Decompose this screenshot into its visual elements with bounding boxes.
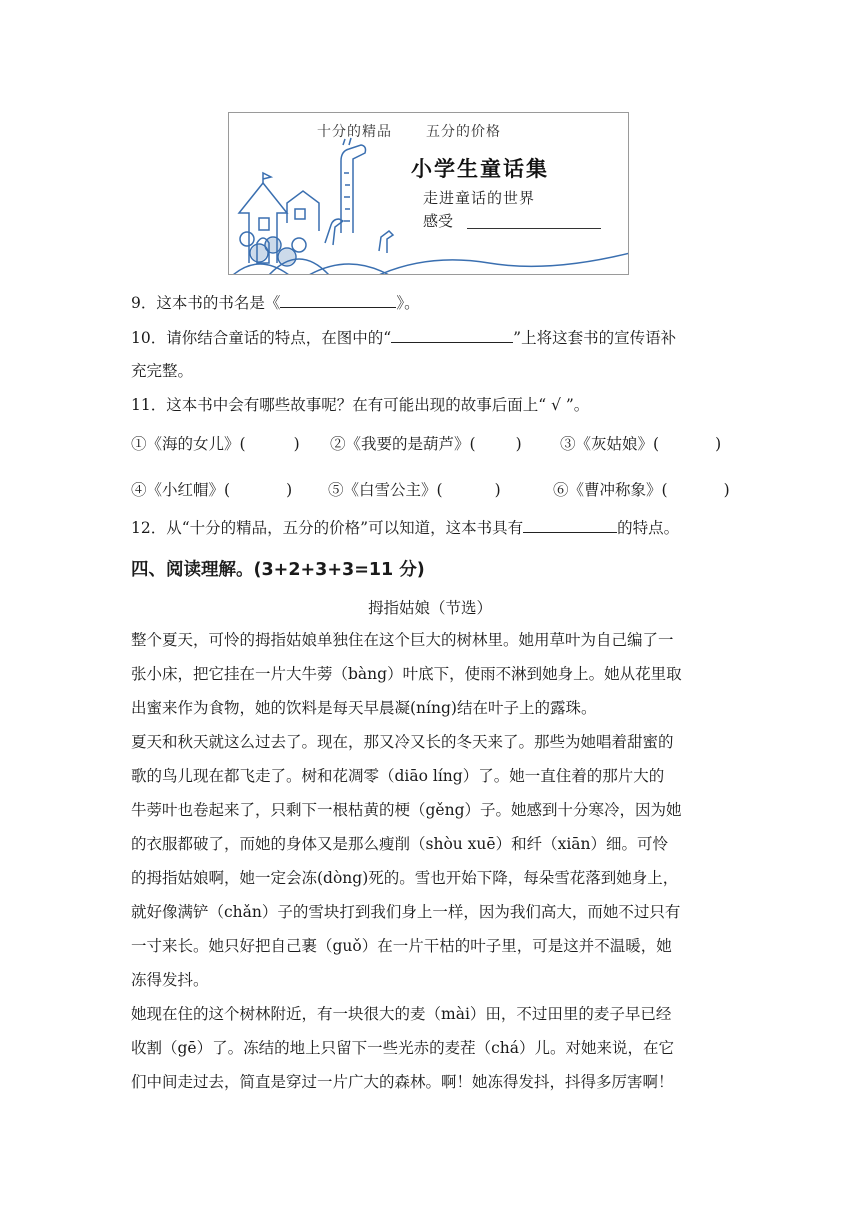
option-4[interactable] xyxy=(131,478,292,500)
passage-line: 们中间走过去，简直是穿过一片广大的森林。啊！她冻得发抖，抖得多厉害啊！ xyxy=(131,1073,674,1091)
passage-line: 冻得发抖。 xyxy=(131,971,209,989)
option-2[interactable] xyxy=(330,432,522,454)
option-1-label: ①《海的女儿》( xyxy=(131,435,246,453)
option-2-label: ②《我要的是葫芦》( xyxy=(330,435,476,453)
passage-line: 牛蒡叶也卷起来了，只剩下一根枯黄的梗（gěng）子。她感到十分寒冷，因为她 xyxy=(131,801,682,819)
option-6-close: ) xyxy=(723,481,730,499)
q12-end: 的特点。 xyxy=(617,519,680,537)
option-5[interactable] xyxy=(328,478,501,500)
section-heading: 四、阅读理解。(3+2+3+3=11 分) xyxy=(131,560,425,580)
ad-subtitle: 走进童话的世界 xyxy=(423,189,536,207)
passage-line: 的衣服都破了，而她的身体又是那么瘦削（shòu xuē）和纤（xiān）细。可怜 xyxy=(131,835,668,853)
slogan-left: 十分的精品 xyxy=(317,124,392,140)
question-10-cont: 充完整。 xyxy=(131,362,194,380)
q12-answer-blank[interactable] xyxy=(523,517,617,533)
option-1[interactable] xyxy=(131,432,300,454)
option-3-label: ③《灰姑娘》( xyxy=(560,435,660,453)
q9-text: 9．这本书的书名是《 xyxy=(131,294,281,312)
passage-line: 就好像满铲（chǎn）子的雪块打到我们身上一样，因为我们高大，而她不过只有 xyxy=(131,903,681,921)
ad-feel-label: 感受 xyxy=(423,212,454,230)
question-12 xyxy=(131,517,679,538)
ad-slogan xyxy=(317,121,501,141)
option-3[interactable] xyxy=(560,432,721,454)
option-4-close: ) xyxy=(286,481,293,499)
passage-line: 的拇指姑娘啊，她一定会冻(dòng)死的。雪也开始下降，每朵雪花落到她身上， xyxy=(131,869,679,887)
ad-feel-blank xyxy=(467,228,601,229)
q9-end: 》。 xyxy=(396,294,420,312)
q12-text: 12．从“十分的精品，五分的价格”可以知道，这本书具有 xyxy=(131,519,524,537)
passage-title: 拇指姑娘（节选） xyxy=(367,599,492,617)
option-1-close: ) xyxy=(293,435,300,453)
option-6-label: ⑥《曹冲称象》( xyxy=(553,481,668,499)
passage-line: 夏天和秋天就这么过去了。现在，那又冷又长的冬天来了。那些为她唱着甜蜜的 xyxy=(131,733,674,751)
question-10 xyxy=(131,327,676,348)
option-5-label: ⑤《白雪公主》( xyxy=(328,481,443,499)
ad-title: 小学生童话集 xyxy=(411,157,549,181)
passage-line: 收割（gē）了。冻结的地上只留下一些光赤的麦茬（chá）儿。对她来说，在它 xyxy=(131,1039,675,1057)
slogan-right: 五分的价格 xyxy=(426,124,501,140)
passage-line: 她现在住的这个树林附近，有一块很大的麦（mài）田，不过田里的麦子早已经 xyxy=(131,1005,672,1023)
option-4-label: ④《小红帽》( xyxy=(131,481,231,499)
passage-line: 张小床，把它挂在一片大牛蒡（bàng）叶底下，使雨不淋到她身上。她从花里取 xyxy=(131,665,682,683)
option-2-close: ) xyxy=(515,435,522,453)
option-5-close: ) xyxy=(494,481,501,499)
option-6[interactable] xyxy=(553,478,730,500)
passage-line: 一寸来长。她只好把自己裹（guǒ）在一片干枯的叶子里，可是这并不温暖，她 xyxy=(131,937,672,955)
q10-text: 10．请你结合童话的特点，在图中的“ xyxy=(131,329,392,347)
passage-line: 出蜜来作为食物，她的饮料是每天早晨凝(níng)结在叶子上的露珠。 xyxy=(131,699,597,717)
option-3-close: ) xyxy=(715,435,722,453)
passage-line: 整个夏天，可怜的拇指姑娘单独住在这个巨大的树林里。她用草叶为自己编了一 xyxy=(131,631,674,649)
book-ad-image xyxy=(228,112,629,275)
q10-answer-blank[interactable] xyxy=(391,327,513,343)
passage-line: 歌的鸟儿现在都飞走了。树和花凋零（diāo líng）了。她一直住着的那片大的 xyxy=(131,767,665,785)
question-9 xyxy=(131,292,420,313)
question-11: 11．这本书中会有哪些故事呢？在有可能出现的故事后面上“ √ ”。 xyxy=(131,396,590,414)
q10-text-2: ”上将这套书的宣传语补 xyxy=(513,329,677,347)
q9-answer-blank[interactable] xyxy=(280,292,396,308)
